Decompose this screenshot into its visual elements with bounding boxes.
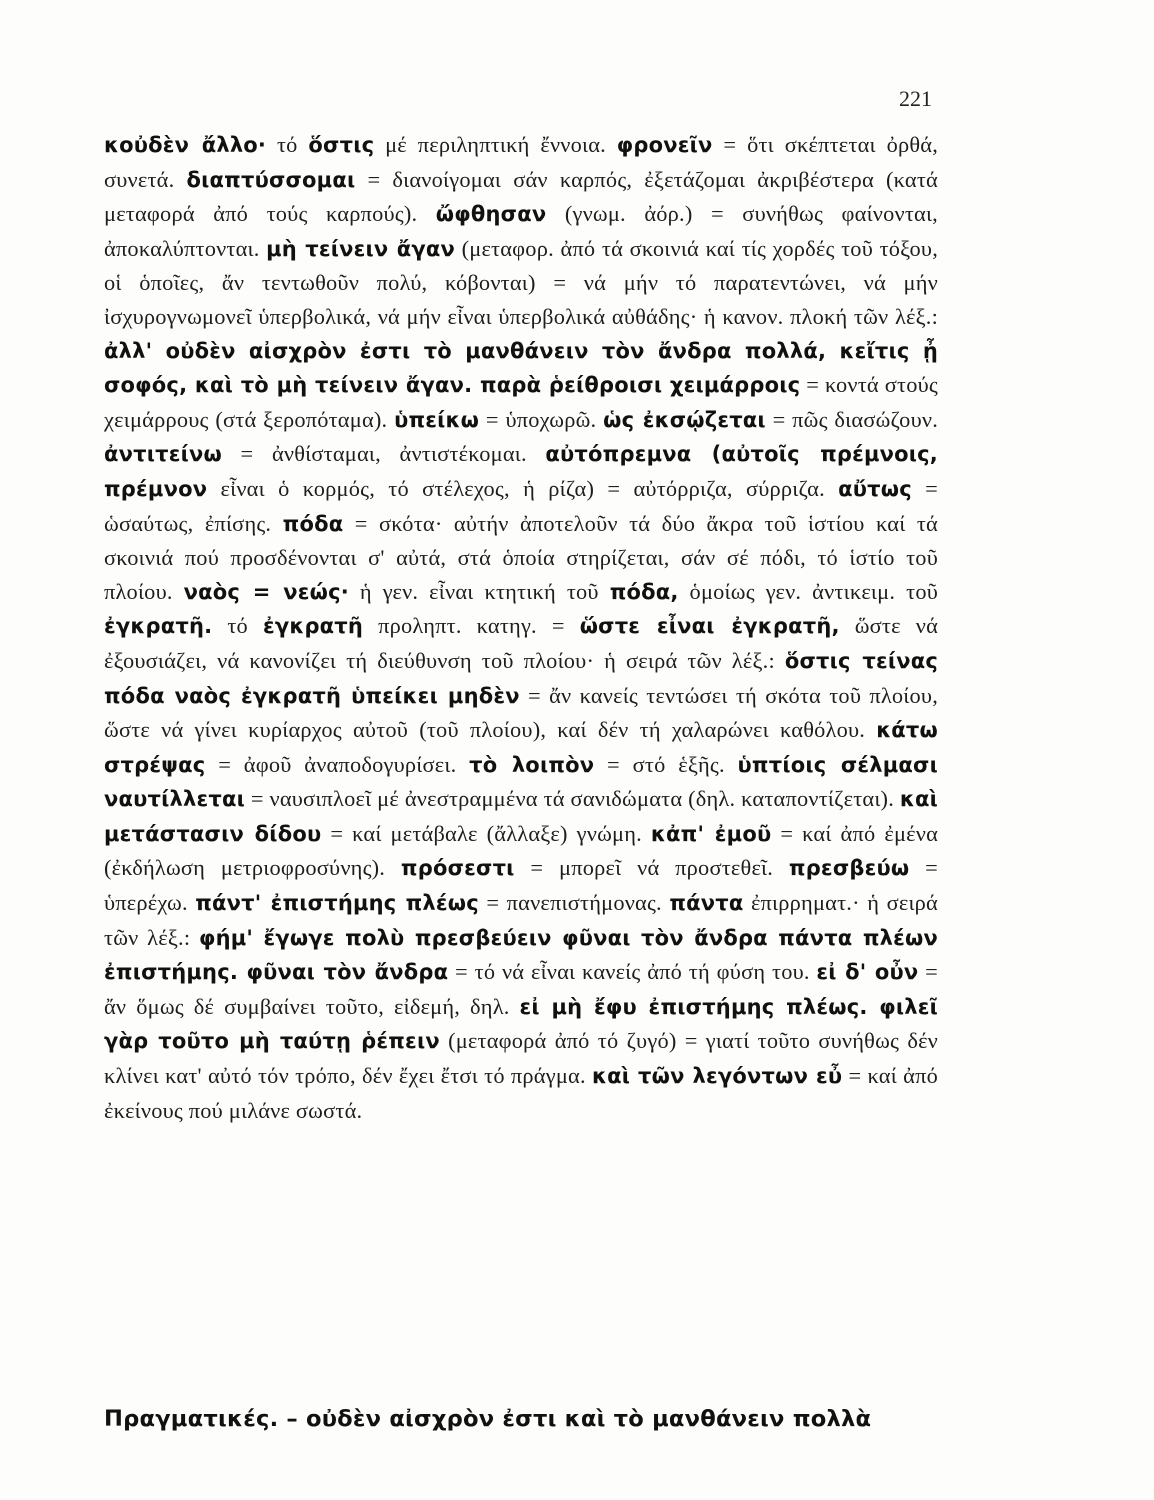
commentary-run: προληπτ. κατηγ. = — [363, 613, 580, 639]
commentary-run: ἡ γεν. εἶναι κτητική τοῦ — [348, 578, 610, 604]
commentary-run: τό — [212, 613, 263, 639]
commentary-run: = πανεπιστήμονας. — [478, 890, 670, 916]
lemma-term: ὥστε εἶναι ἐγκρατῆ, — [579, 614, 840, 639]
lemma-term: ὑπτίοις σέλμασι ναυτίλλεται — [104, 752, 938, 812]
lemma-term: κάτω στρέψας — [104, 718, 938, 777]
commentary-run: (μεταφορ. ἀπό τά σκοινιά καί τίς χορδές τοῦ τόξου, οἱ ὁποῖες, ἄν τεντωθοῦν πολύ, κόβονται) = νά μήν τό παρατεντώνει, νά μήν ἰσχυρογνωμονεῖ ὑπερβολικά, νά μήν εἶναι ὑπερβολικά αὐθάδης· ἡ κανον. πλοκή τῶν λέξ.: — [104, 235, 939, 329]
lemma-term: πόδα — [282, 511, 344, 536]
lemma-term: ὡς ἐκσῴζεται — [603, 407, 766, 432]
commentary-run: = καί ἀπό ἐμένα (ἐκδήλωση μετριοφροσύνης). — [104, 820, 939, 881]
lemma-term: φρονεῖν — [616, 133, 713, 157]
commentary-run: = στό ἑξῆς. — [594, 751, 738, 777]
commentary-run: = πῶς διασώζουν. — [765, 406, 938, 432]
lemma-term: ἐγκρατῆ — [262, 614, 364, 639]
commentary-run: = ὡσαύτως, ἐπίσης. — [104, 475, 938, 536]
lemma-term: εἰ δ' οὖν — [816, 960, 919, 985]
page-number: 221 — [899, 86, 932, 111]
commentary-run: = μπορεῖ νά προστεθεῖ. — [514, 855, 789, 881]
commentary-run: ὁμοίως γεν. ἀντικειμ. τοῦ — [678, 578, 939, 604]
commentary-run: (γνωμ. ἀόρ.) = συνήθως φαίνονται, ἀποκαλύπτονται. — [104, 201, 938, 261]
lemma-term: κοὐδὲν ἄλλο· — [104, 133, 267, 157]
commentary-run: = ὑπερέχω. — [104, 855, 938, 916]
lemma-term: ναὸς = νεώς· — [183, 579, 349, 604]
commentary-run: = ἄν κανείς τεντώσει τή σκότα τοῦ πλοίου, ὥστε νά γίνει κυρίαρχος αὐτοῦ (τοῦ πλοίου), καί δέν τή χαλαρώνει καθόλου. — [104, 682, 939, 743]
lemma-term: ἀλλ' οὐδὲν αἰσχρὸν ἐστι τὸ μανθάνειν τὸν ἄνδρα πολλά, κεἴτις ᾖ σοφός, καὶ τὸ μὴ τείνειν ἄγαν. παρὰ ῥείθροισι χειμάρροις — [104, 338, 938, 398]
lemma-term: ὤφθησαν — [435, 202, 547, 227]
section-heading: Πραγματικές. – οὐδὲν αἰσχρὸν ἐστι καὶ τὸ μανθάνειν πολλὰ — [104, 1406, 872, 1432]
lemma-term: πρόσεστι — [400, 856, 515, 881]
lemma-term: πάντα — [669, 891, 744, 916]
lemma-term: εἰ μὴ ἔφυ ἐπιστήμης πλέως. φιλεῖ γὰρ τοῦτο μὴ ταύτῃ ῥέπειν — [104, 994, 938, 1054]
lemma-term: ὅστις τείνας πόδα ναὸς ἐγκρατῆ ὑπείκει μηδὲν — [104, 648, 939, 708]
commentary-run: = ἀνθίσταμαι, ἀντιστέκομαι. — [221, 441, 546, 467]
lemma-term: τὸ λοιπὸν — [469, 752, 595, 777]
commentary-run: = σκότα· αὐτήν ἀποτελοῦν τά δύο ἄκρα τοῦ ἱστίου καί τά σκοινιά πού προσδένονται σ' αὐτά, στά ὁποία στηρίζεται, σάν σέ πόδι, τό ἱστίο τοῦ πλοίου. — [104, 510, 938, 604]
commentary-run: = καί ἀπό ἐκείνους πού μιλάνε σωστά. — [104, 1063, 938, 1123]
commentary-run: τό — [266, 132, 309, 157]
lemma-term: μὴ τείνειν ἄγαν — [266, 236, 455, 261]
lemma-term: ἀντιτείνω — [104, 442, 222, 467]
commentary-run: = κοντά στούς χειμάρρους (στά ξεροπόταμα). — [104, 372, 939, 432]
lemma-term: αὔτως — [838, 476, 912, 501]
lemma-term: ὅστις — [308, 133, 375, 157]
lemma-term: ἐγκρατῆ. — [104, 614, 213, 639]
commentary-run: (μεταφορά ἀπό τό ζυγό) = γιατί τοῦτο συνήθως δέν κλίνει κατ' αὐτό τόν τρόπο, δέν ἔχει ἔτσι τό πράγμα. — [104, 1028, 938, 1089]
commentary-run: ὥστε νά ἐξουσιάζει, νά κανονίζει τή διεύθυνση τοῦ πλοίου· ἡ σειρά τῶν λέξ.: — [104, 613, 938, 673]
lemma-term: πόδα, — [609, 579, 679, 604]
commentary-run: ἐπιρρηματ.· ἡ σειρά τῶν λέξ.: — [104, 890, 938, 950]
commentary-run: = καί μετάβαλε (ἄλλαξε) γνώμη. — [321, 820, 651, 846]
commentary-run: = ὅτι σκέπτεται ὀρθά, συνετά. — [104, 132, 938, 192]
commentary-run: = ἀφοῦ ἀναποδογυρίσει. — [205, 751, 470, 777]
commentary-run: = τό νά εἶναι κανείς ἀπό τή φύση του. — [448, 959, 817, 985]
commentary-run: = ἄν ὅμως δέ συμβαίνει τοῦτο, εἰδεμή, δηλ. — [104, 959, 938, 1019]
lemma-term: καὶ μετάστασιν δίδου — [104, 787, 938, 846]
commentary-run: = ναυσιπλοεῖ μέ ἀνεστραμμένα τά σανιδώματα (δηλ. καταποντίζεται). — [244, 786, 900, 812]
commentary-run: εἶναι ὁ κορμός, τό στέλεχος, ἡ ρίζα) = αὐτόρριζα, σύρριζα. — [207, 475, 839, 501]
commentary-run: μέ περιληπτική ἔννοια. — [374, 132, 617, 157]
lemma-term: διαπτύσσομαι — [186, 167, 356, 192]
commentary-text — [104, 128, 938, 1127]
lemma-term: πρεσβεύω — [788, 856, 910, 881]
lemma-term: κἀπ' ἐμοῦ — [650, 821, 772, 846]
commentary-run: = διανοίγομαι σάν καρπός, ἐξετάζομαι ἀκριβέστερα (κατά μεταφορά ἀπό τούς καρπούς). — [104, 166, 938, 227]
lemma-term: καὶ τῶν λεγόντων εὖ — [591, 1064, 843, 1089]
lemma-term: φήμ' ἔγωγε πολὺ πρεσβεύειν φῦναι τὸν ἄνδρα πάντα πλέων ἐπιστήμης. φῦναι τὸν ἄνδρα — [104, 925, 938, 985]
lemma-term: ὑπείκω — [394, 407, 480, 432]
lemma-term: αὐτόπρεμνα (αὐτοῖς πρέμνοις, πρέμνον — [104, 442, 938, 501]
lemma-term: πάντ' ἐπιστήμης πλέως — [195, 891, 479, 916]
commentary-run: = ὑποχωρῶ. — [479, 406, 604, 432]
